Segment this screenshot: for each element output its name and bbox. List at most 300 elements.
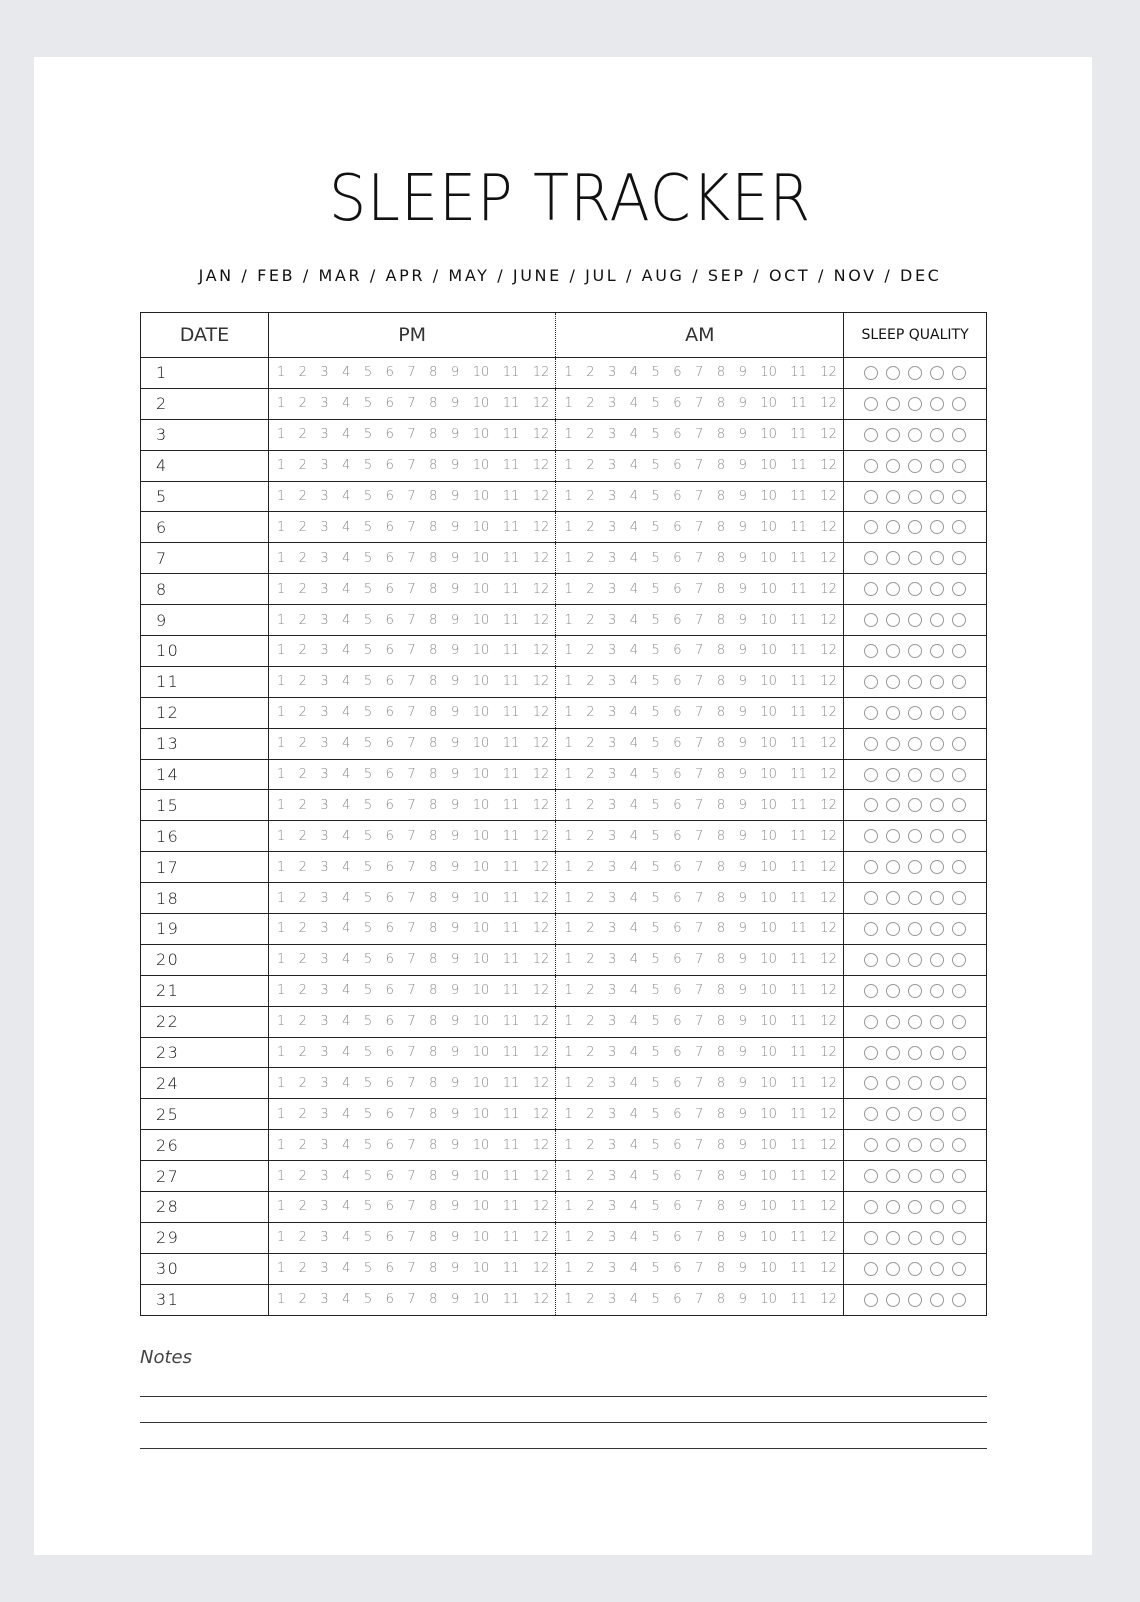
- am-hour-2[interactable]: 2: [586, 1137, 595, 1153]
- am-hour-4[interactable]: 4: [629, 519, 639, 535]
- pm-hour-11[interactable]: 11: [502, 952, 520, 968]
- am-hour-2[interactable]: 2: [586, 1292, 595, 1308]
- am-hour-7[interactable]: 7: [695, 921, 704, 937]
- am-hour-6[interactable]: 6: [673, 612, 682, 628]
- quality-circle-icon[interactable]: [908, 953, 922, 967]
- am-hour-12[interactable]: 12: [820, 550, 837, 566]
- quality-circle-icon[interactable]: [886, 1107, 900, 1121]
- pm-hour-3[interactable]: 3: [320, 1075, 329, 1091]
- quality-circle-icon[interactable]: [930, 1076, 944, 1090]
- quality-circle-icon[interactable]: [952, 582, 966, 596]
- pm-hour-1[interactable]: 1: [276, 828, 286, 844]
- am-hour-6[interactable]: 6: [673, 1292, 682, 1308]
- pm-hour-9[interactable]: 9: [450, 890, 460, 906]
- pm-hour-6[interactable]: 6: [385, 612, 394, 628]
- pm-hour-10[interactable]: 10: [472, 983, 490, 999]
- pm-hour-1[interactable]: 1: [276, 1199, 286, 1215]
- am-hour-3[interactable]: 3: [607, 921, 617, 937]
- am-hour-5[interactable]: 5: [651, 767, 660, 783]
- quality-circle-icon[interactable]: [886, 1015, 900, 1029]
- pm-hour-5[interactable]: 5: [363, 705, 373, 721]
- pm-hour-3[interactable]: 3: [320, 396, 329, 412]
- am-hour-9[interactable]: 9: [738, 1230, 747, 1246]
- pm-hour-8[interactable]: 8: [429, 1199, 438, 1215]
- pm-hour-8[interactable]: 8: [429, 1106, 438, 1122]
- pm-hour-2[interactable]: 2: [298, 1261, 307, 1277]
- am-hour-2[interactable]: 2: [586, 674, 595, 690]
- pm-hour-1[interactable]: 1: [276, 1014, 286, 1030]
- pm-hour-2[interactable]: 2: [298, 921, 307, 937]
- pm-hour-3[interactable]: 3: [320, 612, 329, 628]
- quality-circle-icon[interactable]: [886, 428, 900, 442]
- am-hour-11[interactable]: 11: [790, 612, 807, 628]
- am-hour-7[interactable]: 7: [695, 458, 704, 474]
- pm-hour-11[interactable]: 11: [502, 797, 520, 813]
- am-hour-1[interactable]: 1: [564, 828, 573, 844]
- am-hour-8[interactable]: 8: [716, 1168, 726, 1184]
- pm-hour-7[interactable]: 7: [407, 952, 416, 968]
- am-hour-12[interactable]: 12: [820, 921, 837, 937]
- pm-hour-3[interactable]: 3: [320, 705, 329, 721]
- pm-hour-10[interactable]: 10: [472, 1261, 490, 1277]
- am-hour-12[interactable]: 12: [820, 489, 837, 504]
- pm-hour-7[interactable]: 7: [407, 1045, 416, 1061]
- pm-hour-6[interactable]: 6: [385, 952, 394, 968]
- quality-circle-icon[interactable]: [886, 675, 900, 689]
- quality-circle-icon[interactable]: [886, 520, 900, 534]
- am-hour-10[interactable]: 10: [760, 890, 777, 906]
- am-hour-6[interactable]: 6: [673, 1014, 682, 1030]
- pm-hour-3[interactable]: 3: [320, 643, 329, 659]
- am-hour-8[interactable]: 8: [716, 674, 726, 690]
- pm-hour-6[interactable]: 6: [385, 1261, 394, 1277]
- quality-circle-icon[interactable]: [952, 644, 966, 658]
- pm-hour-9[interactable]: 9: [450, 365, 460, 381]
- am-hour-2[interactable]: 2: [586, 705, 595, 721]
- am-hour-3[interactable]: 3: [607, 1292, 617, 1308]
- pm-hour-3[interactable]: 3: [320, 550, 329, 566]
- am-hour-11[interactable]: 11: [790, 828, 807, 844]
- pm-hour-7[interactable]: 7: [407, 921, 416, 937]
- pm-hour-5[interactable]: 5: [363, 612, 373, 628]
- am-hour-1[interactable]: 1: [564, 859, 573, 875]
- pm-hour-3[interactable]: 3: [320, 674, 329, 690]
- am-hour-3[interactable]: 3: [607, 1045, 617, 1061]
- am-hour-11[interactable]: 11: [790, 797, 807, 813]
- pm-hour-1[interactable]: 1: [276, 859, 286, 875]
- pm-hour-7[interactable]: 7: [407, 1106, 416, 1122]
- am-hour-5[interactable]: 5: [651, 396, 660, 412]
- quality-circle-icon[interactable]: [952, 366, 966, 380]
- pm-hour-11[interactable]: 11: [502, 1292, 520, 1308]
- pm-hour-8[interactable]: 8: [429, 643, 438, 659]
- am-hour-3[interactable]: 3: [607, 396, 617, 412]
- pm-hour-7[interactable]: 7: [407, 1137, 416, 1153]
- quality-circle-icon[interactable]: [952, 459, 966, 473]
- quality-circle-icon[interactable]: [886, 798, 900, 812]
- pm-hour-5[interactable]: 5: [363, 1230, 373, 1246]
- am-hour-1[interactable]: 1: [564, 1230, 573, 1246]
- am-hour-11[interactable]: 11: [790, 643, 807, 659]
- am-hour-10[interactable]: 10: [760, 458, 777, 474]
- am-hour-9[interactable]: 9: [738, 427, 747, 443]
- pm-hour-3[interactable]: 3: [320, 767, 329, 783]
- pm-hour-7[interactable]: 7: [407, 674, 416, 690]
- quality-circle-icon[interactable]: [952, 1262, 966, 1276]
- quality-circle-icon[interactable]: [908, 1046, 922, 1060]
- am-hour-8[interactable]: 8: [716, 550, 726, 566]
- am-hour-11[interactable]: 11: [790, 396, 807, 412]
- pm-hour-6[interactable]: 6: [385, 736, 394, 752]
- am-hour-1[interactable]: 1: [564, 489, 573, 504]
- pm-hour-10[interactable]: 10: [472, 921, 490, 937]
- am-hour-4[interactable]: 4: [629, 890, 639, 906]
- quality-circle-icon[interactable]: [886, 613, 900, 627]
- pm-hour-1[interactable]: 1: [276, 797, 286, 813]
- pm-hour-5[interactable]: 5: [363, 1292, 373, 1308]
- am-hour-4[interactable]: 4: [629, 1168, 639, 1184]
- quality-circle-icon[interactable]: [952, 1076, 966, 1090]
- pm-hour-11[interactable]: 11: [502, 1075, 520, 1091]
- pm-hour-6[interactable]: 6: [385, 797, 394, 813]
- am-hour-11[interactable]: 11: [790, 890, 807, 906]
- am-hour-4[interactable]: 4: [629, 1014, 639, 1030]
- pm-hour-4[interactable]: 4: [342, 890, 351, 906]
- quality-circle-icon[interactable]: [908, 397, 922, 411]
- pm-hour-3[interactable]: 3: [320, 952, 329, 968]
- pm-hour-9[interactable]: 9: [450, 705, 460, 721]
- quality-circle-icon[interactable]: [864, 706, 878, 720]
- pm-hour-11[interactable]: 11: [502, 519, 520, 535]
- quality-circle-icon[interactable]: [930, 551, 944, 565]
- quality-circle-icon[interactable]: [952, 1169, 966, 1183]
- pm-hour-8[interactable]: 8: [429, 767, 438, 783]
- am-hour-7[interactable]: 7: [695, 1292, 704, 1308]
- am-hour-4[interactable]: 4: [629, 427, 639, 443]
- quality-circle-icon[interactable]: [930, 397, 944, 411]
- am-hour-9[interactable]: 9: [738, 1014, 747, 1030]
- am-hour-10[interactable]: 10: [760, 828, 777, 844]
- am-hour-8[interactable]: 8: [716, 643, 726, 659]
- quality-circle-icon[interactable]: [952, 768, 966, 782]
- quality-circle-icon[interactable]: [886, 644, 900, 658]
- quality-circle-icon[interactable]: [908, 1262, 922, 1276]
- am-hour-7[interactable]: 7: [695, 1075, 704, 1091]
- quality-circle-icon[interactable]: [930, 1169, 944, 1183]
- pm-hour-8[interactable]: 8: [429, 581, 438, 597]
- pm-hour-9[interactable]: 9: [450, 396, 460, 412]
- am-hour-5[interactable]: 5: [651, 519, 660, 535]
- quality-circle-icon[interactable]: [864, 1200, 878, 1214]
- pm-hour-2[interactable]: 2: [298, 952, 307, 968]
- am-hour-4[interactable]: 4: [629, 396, 639, 412]
- am-hour-5[interactable]: 5: [651, 859, 660, 875]
- pm-hour-4[interactable]: 4: [342, 1168, 351, 1184]
- pm-hour-5[interactable]: 5: [363, 1137, 373, 1153]
- pm-hour-12[interactable]: 12: [532, 1137, 550, 1153]
- quality-circle-icon[interactable]: [952, 798, 966, 812]
- am-hour-12[interactable]: 12: [820, 767, 837, 783]
- am-hour-6[interactable]: 6: [673, 458, 682, 474]
- pm-hour-4[interactable]: 4: [342, 519, 351, 535]
- am-hour-7[interactable]: 7: [695, 1014, 704, 1030]
- am-hour-7[interactable]: 7: [695, 1199, 704, 1215]
- pm-hour-1[interactable]: 1: [276, 1230, 286, 1246]
- am-hour-9[interactable]: 9: [738, 1106, 747, 1122]
- am-hour-11[interactable]: 11: [790, 674, 807, 690]
- pm-hour-12[interactable]: 12: [532, 1261, 550, 1277]
- pm-hour-9[interactable]: 9: [450, 1261, 460, 1277]
- am-hour-8[interactable]: 8: [716, 736, 726, 752]
- am-hour-8[interactable]: 8: [716, 427, 726, 443]
- pm-hour-5[interactable]: 5: [363, 1261, 373, 1277]
- pm-hour-8[interactable]: 8: [429, 519, 438, 535]
- pm-hour-7[interactable]: 7: [407, 736, 416, 752]
- pm-hour-5[interactable]: 5: [363, 396, 373, 412]
- am-hour-11[interactable]: 11: [790, 365, 807, 381]
- am-hour-7[interactable]: 7: [695, 983, 704, 999]
- pm-hour-8[interactable]: 8: [429, 859, 438, 875]
- pm-hour-5[interactable]: 5: [363, 767, 373, 783]
- quality-circle-icon[interactable]: [908, 459, 922, 473]
- am-hour-8[interactable]: 8: [716, 797, 726, 813]
- pm-hour-2[interactable]: 2: [298, 1292, 307, 1308]
- am-hour-6[interactable]: 6: [673, 1230, 682, 1246]
- am-hour-8[interactable]: 8: [716, 859, 726, 875]
- pm-hour-1[interactable]: 1: [276, 1261, 286, 1277]
- am-hour-6[interactable]: 6: [673, 365, 682, 381]
- pm-hour-6[interactable]: 6: [385, 1106, 394, 1122]
- am-hour-5[interactable]: 5: [651, 489, 660, 504]
- pm-hour-9[interactable]: 9: [450, 1045, 460, 1061]
- am-hour-5[interactable]: 5: [651, 1168, 660, 1184]
- quality-circle-icon[interactable]: [952, 397, 966, 411]
- am-hour-1[interactable]: 1: [564, 1168, 573, 1184]
- pm-hour-8[interactable]: 8: [429, 736, 438, 752]
- am-hour-10[interactable]: 10: [760, 1075, 777, 1091]
- pm-hour-5[interactable]: 5: [363, 1045, 373, 1061]
- am-hour-11[interactable]: 11: [790, 489, 807, 504]
- pm-hour-4[interactable]: 4: [342, 581, 351, 597]
- quality-circle-icon[interactable]: [886, 1076, 900, 1090]
- am-hour-3[interactable]: 3: [607, 1230, 617, 1246]
- am-hour-7[interactable]: 7: [695, 1261, 704, 1277]
- am-hour-12[interactable]: 12: [820, 1261, 837, 1277]
- am-hour-6[interactable]: 6: [673, 1168, 682, 1184]
- quality-circle-icon[interactable]: [952, 860, 966, 874]
- am-hour-11[interactable]: 11: [790, 519, 807, 535]
- am-hour-5[interactable]: 5: [651, 1261, 660, 1277]
- am-hour-11[interactable]: 11: [790, 1075, 807, 1091]
- pm-hour-11[interactable]: 11: [502, 1168, 520, 1184]
- pm-hour-1[interactable]: 1: [276, 550, 286, 566]
- am-hour-6[interactable]: 6: [673, 550, 682, 566]
- quality-circle-icon[interactable]: [908, 922, 922, 936]
- pm-hour-2[interactable]: 2: [298, 643, 307, 659]
- quality-circle-icon[interactable]: [952, 922, 966, 936]
- am-hour-3[interactable]: 3: [607, 1261, 617, 1277]
- pm-hour-2[interactable]: 2: [298, 859, 307, 875]
- am-hour-4[interactable]: 4: [629, 643, 639, 659]
- am-hour-1[interactable]: 1: [564, 581, 573, 597]
- am-hour-10[interactable]: 10: [760, 1014, 777, 1030]
- pm-hour-11[interactable]: 11: [502, 1230, 520, 1246]
- pm-hour-8[interactable]: 8: [429, 1045, 438, 1061]
- quality-circle-icon[interactable]: [930, 1138, 944, 1152]
- quality-circle-icon[interactable]: [864, 798, 878, 812]
- am-hour-3[interactable]: 3: [607, 705, 617, 721]
- pm-hour-3[interactable]: 3: [320, 519, 329, 535]
- am-hour-12[interactable]: 12: [820, 1106, 837, 1122]
- am-hour-9[interactable]: 9: [738, 643, 747, 659]
- pm-hour-2[interactable]: 2: [298, 581, 307, 597]
- quality-circle-icon[interactable]: [952, 551, 966, 565]
- am-hour-12[interactable]: 12: [820, 396, 837, 412]
- am-hour-11[interactable]: 11: [790, 1168, 807, 1184]
- am-hour-8[interactable]: 8: [716, 1045, 726, 1061]
- pm-hour-7[interactable]: 7: [407, 427, 416, 443]
- am-hour-6[interactable]: 6: [673, 859, 682, 875]
- pm-hour-5[interactable]: 5: [363, 952, 373, 968]
- am-hour-7[interactable]: 7: [695, 705, 704, 721]
- pm-hour-5[interactable]: 5: [363, 581, 373, 597]
- pm-hour-1[interactable]: 1: [276, 983, 286, 999]
- pm-hour-11[interactable]: 11: [502, 1199, 520, 1215]
- pm-hour-12[interactable]: 12: [532, 396, 550, 412]
- am-hour-1[interactable]: 1: [564, 797, 573, 813]
- am-hour-2[interactable]: 2: [586, 736, 595, 752]
- quality-circle-icon[interactable]: [886, 922, 900, 936]
- quality-circle-icon[interactable]: [864, 428, 878, 442]
- pm-hour-10[interactable]: 10: [472, 736, 490, 752]
- am-hour-4[interactable]: 4: [629, 952, 639, 968]
- pm-hour-4[interactable]: 4: [342, 797, 351, 813]
- quality-circle-icon[interactable]: [930, 737, 944, 751]
- pm-hour-4[interactable]: 4: [342, 1106, 351, 1122]
- quality-circle-icon[interactable]: [930, 922, 944, 936]
- am-hour-7[interactable]: 7: [695, 828, 704, 844]
- pm-hour-4[interactable]: 4: [342, 736, 351, 752]
- quality-circle-icon[interactable]: [952, 613, 966, 627]
- pm-hour-9[interactable]: 9: [450, 1199, 460, 1215]
- pm-hour-3[interactable]: 3: [320, 1230, 329, 1246]
- am-hour-2[interactable]: 2: [586, 1230, 595, 1246]
- am-hour-11[interactable]: 11: [790, 427, 807, 443]
- quality-circle-icon[interactable]: [908, 984, 922, 998]
- am-hour-10[interactable]: 10: [760, 643, 777, 659]
- pm-hour-12[interactable]: 12: [532, 1292, 550, 1308]
- pm-hour-5[interactable]: 5: [363, 859, 373, 875]
- am-hour-2[interactable]: 2: [586, 921, 595, 937]
- pm-hour-1[interactable]: 1: [276, 1137, 286, 1153]
- pm-hour-5[interactable]: 5: [363, 550, 373, 566]
- am-hour-12[interactable]: 12: [820, 612, 837, 628]
- am-hour-11[interactable]: 11: [790, 859, 807, 875]
- pm-hour-1[interactable]: 1: [276, 427, 286, 443]
- pm-hour-1[interactable]: 1: [276, 396, 286, 412]
- pm-hour-12[interactable]: 12: [532, 1106, 550, 1122]
- am-hour-12[interactable]: 12: [820, 736, 837, 752]
- pm-hour-10[interactable]: 10: [472, 427, 490, 443]
- am-hour-11[interactable]: 11: [790, 767, 807, 783]
- am-hour-2[interactable]: 2: [586, 1106, 595, 1122]
- quality-circle-icon[interactable]: [864, 551, 878, 565]
- am-hour-12[interactable]: 12: [820, 1137, 837, 1153]
- pm-hour-1[interactable]: 1: [276, 705, 286, 721]
- pm-hour-2[interactable]: 2: [298, 427, 307, 443]
- am-hour-12[interactable]: 12: [820, 458, 837, 474]
- am-hour-12[interactable]: 12: [820, 643, 837, 659]
- am-hour-6[interactable]: 6: [673, 427, 682, 443]
- am-hour-10[interactable]: 10: [760, 427, 777, 443]
- am-hour-7[interactable]: 7: [695, 1045, 704, 1061]
- am-hour-6[interactable]: 6: [673, 1106, 682, 1122]
- pm-hour-10[interactable]: 10: [472, 365, 490, 381]
- pm-hour-8[interactable]: 8: [429, 1261, 438, 1277]
- am-hour-7[interactable]: 7: [695, 427, 704, 443]
- pm-hour-6[interactable]: 6: [385, 1137, 394, 1153]
- am-hour-8[interactable]: 8: [716, 581, 726, 597]
- pm-hour-7[interactable]: 7: [407, 612, 416, 628]
- pm-hour-6[interactable]: 6: [385, 828, 394, 844]
- am-hour-5[interactable]: 5: [651, 1292, 660, 1308]
- pm-hour-9[interactable]: 9: [450, 1014, 460, 1030]
- pm-hour-12[interactable]: 12: [532, 519, 550, 535]
- quality-circle-icon[interactable]: [886, 768, 900, 782]
- quality-circle-icon[interactable]: [864, 891, 878, 905]
- pm-hour-12[interactable]: 12: [532, 365, 550, 381]
- quality-circle-icon[interactable]: [864, 1231, 878, 1245]
- pm-hour-6[interactable]: 6: [385, 519, 394, 535]
- pm-hour-8[interactable]: 8: [429, 427, 438, 443]
- am-hour-8[interactable]: 8: [716, 519, 726, 535]
- am-hour-10[interactable]: 10: [760, 767, 777, 783]
- pm-hour-9[interactable]: 9: [450, 458, 460, 474]
- am-hour-5[interactable]: 5: [651, 1230, 660, 1246]
- quality-circle-icon[interactable]: [952, 953, 966, 967]
- pm-hour-12[interactable]: 12: [532, 427, 550, 443]
- am-hour-2[interactable]: 2: [586, 458, 595, 474]
- am-hour-12[interactable]: 12: [820, 365, 837, 381]
- pm-hour-2[interactable]: 2: [298, 705, 307, 721]
- am-hour-2[interactable]: 2: [586, 1075, 595, 1091]
- quality-circle-icon[interactable]: [908, 1231, 922, 1245]
- pm-hour-10[interactable]: 10: [472, 1106, 490, 1122]
- pm-hour-8[interactable]: 8: [429, 1230, 438, 1246]
- pm-hour-8[interactable]: 8: [429, 890, 438, 906]
- quality-circle-icon[interactable]: [930, 706, 944, 720]
- pm-hour-10[interactable]: 10: [472, 1137, 490, 1153]
- pm-hour-2[interactable]: 2: [298, 674, 307, 690]
- am-hour-3[interactable]: 3: [607, 859, 617, 875]
- pm-hour-9[interactable]: 9: [450, 643, 460, 659]
- pm-hour-6[interactable]: 6: [385, 581, 394, 597]
- am-hour-9[interactable]: 9: [738, 1261, 747, 1277]
- am-hour-1[interactable]: 1: [564, 1137, 573, 1153]
- quality-circle-icon[interactable]: [864, 366, 878, 380]
- am-hour-3[interactable]: 3: [607, 612, 617, 628]
- pm-hour-7[interactable]: 7: [407, 1168, 416, 1184]
- pm-hour-9[interactable]: 9: [450, 1292, 460, 1308]
- pm-hour-12[interactable]: 12: [532, 859, 550, 875]
- am-hour-1[interactable]: 1: [564, 1075, 573, 1091]
- am-hour-1[interactable]: 1: [564, 705, 573, 721]
- am-hour-8[interactable]: 8: [716, 767, 726, 783]
- pm-hour-7[interactable]: 7: [407, 797, 416, 813]
- pm-hour-6[interactable]: 6: [385, 365, 394, 381]
- pm-hour-3[interactable]: 3: [320, 921, 329, 937]
- am-hour-1[interactable]: 1: [564, 396, 573, 412]
